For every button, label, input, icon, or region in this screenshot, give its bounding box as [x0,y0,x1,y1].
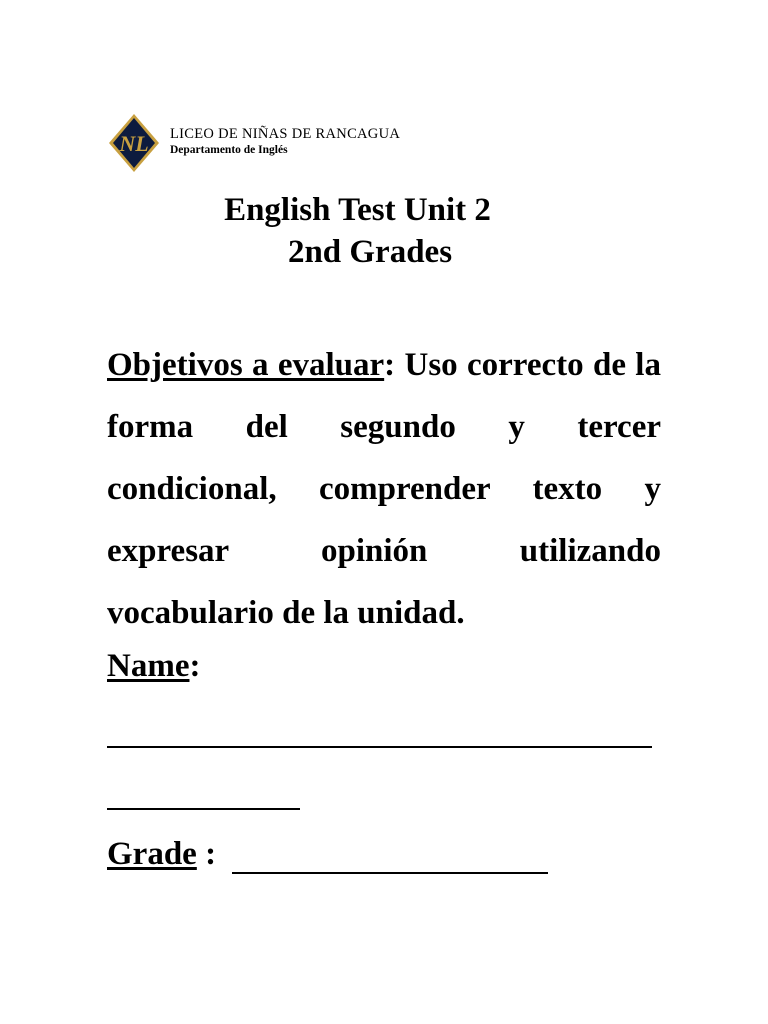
grade-separator: : [196,836,225,872]
grade-field-label-row [107,834,224,874]
school-crest-icon [108,113,160,173]
grade-blank-line[interactable] [232,872,548,874]
grade-label: Grade [107,836,197,872]
school-name: LICEO DE NIÑAS DE RANCAGUA [170,126,401,142]
school-text [170,125,400,157]
school-header [108,113,400,173]
test-title: English Test Unit 2 [224,192,491,228]
objectives-paragraph [107,334,661,644]
name-separator: : [189,648,201,684]
objectives-text: Uso correcto de la forma del segundo y tercer condicional, comprender texto y expresar opinión utilizando vocabulario de la unidad. [107,347,661,631]
name-field-label-row [107,646,200,686]
name-blank-line-continued[interactable] [107,808,300,810]
objectives-label: Objetivos a evaluar [107,347,385,383]
name-blank-line[interactable] [107,746,652,748]
objectives-separator: : [384,347,396,383]
department-name: Departamento de Inglés [170,144,288,156]
svg-text:NL: NL [119,131,149,156]
name-label: Name [107,648,190,684]
test-grade-level: 2nd Grades [287,234,453,270]
